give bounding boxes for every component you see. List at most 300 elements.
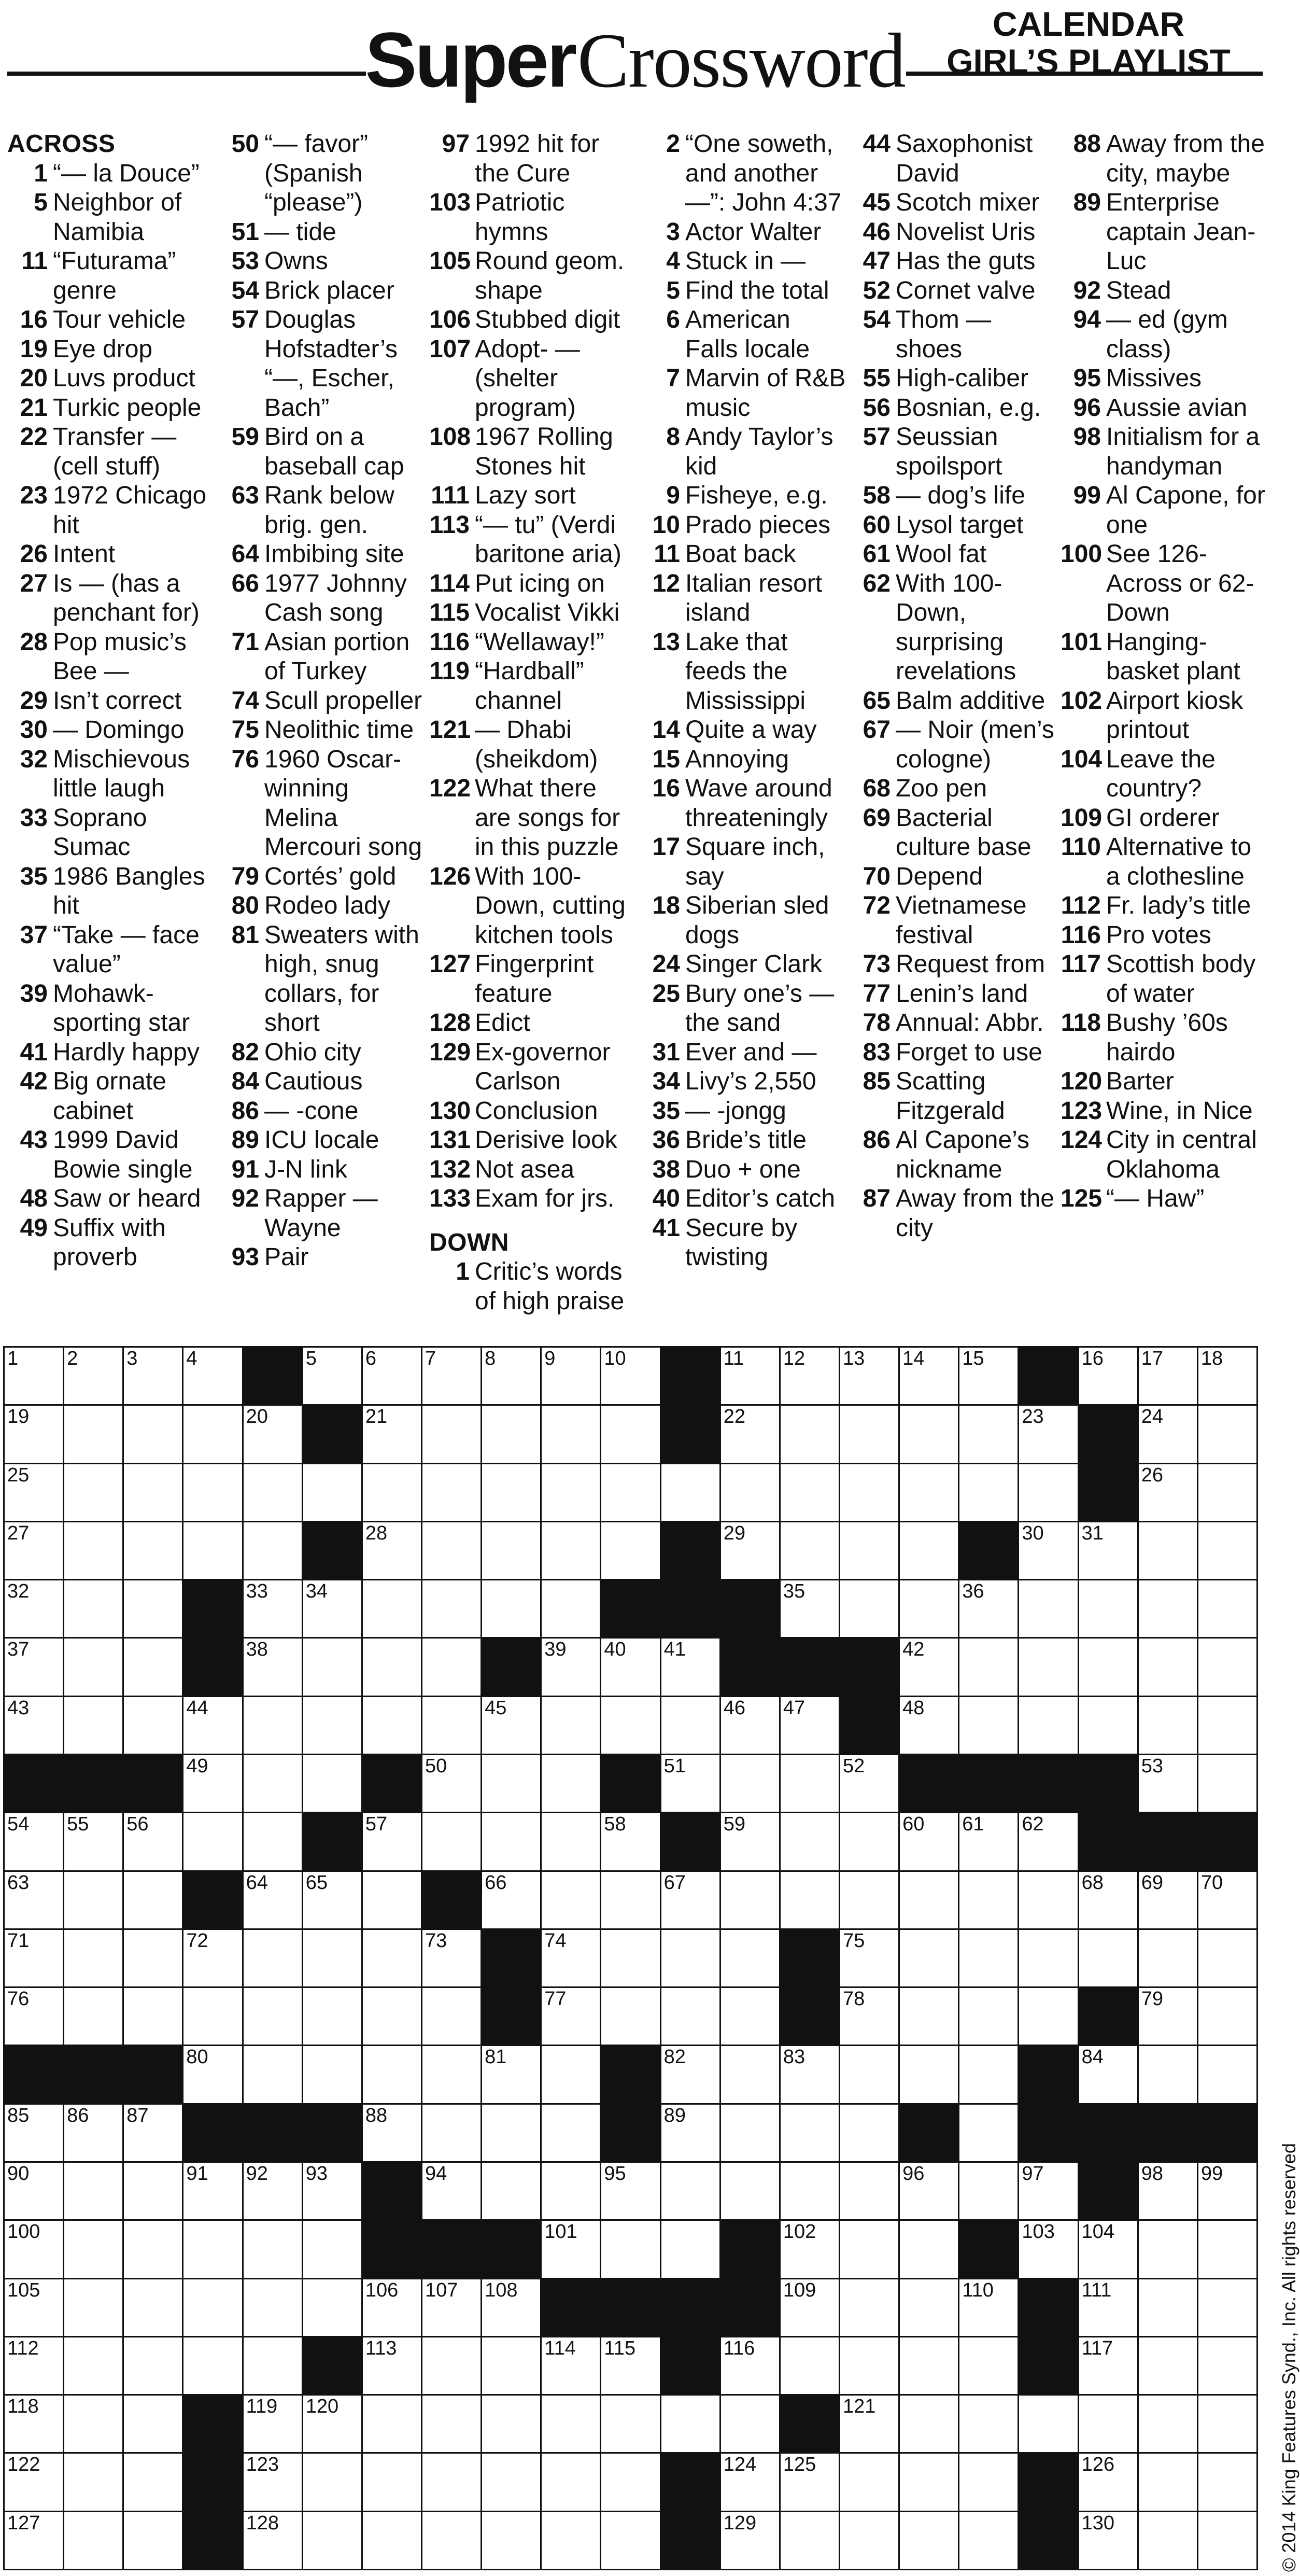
- grid-cell[interactable]: [660, 2103, 721, 2163]
- grid-cell[interactable]: [540, 1579, 601, 1639]
- grid-cell[interactable]: [421, 1637, 482, 1697]
- grid-cell[interactable]: [660, 1870, 721, 1930]
- grid-cell[interactable]: [63, 2452, 124, 2512]
- grid-cell[interactable]: [660, 2045, 721, 2104]
- grid-cell[interactable]: [421, 1754, 482, 1813]
- grid-cell[interactable]: [3, 2336, 64, 2396]
- grid-cell[interactable]: [839, 1579, 900, 1639]
- grid-cell[interactable]: [3, 2278, 64, 2337]
- grid-cell[interactable]: [481, 1521, 542, 1580]
- grid-cell[interactable]: [361, 2045, 422, 2104]
- grid-cell[interactable]: [1137, 1696, 1198, 1755]
- grid-cell[interactable]: [540, 1463, 601, 1522]
- grid-cell[interactable]: [182, 1404, 243, 1464]
- grid-cell[interactable]: [182, 2278, 243, 2337]
- grid-cell[interactable]: [1197, 2511, 1258, 2570]
- grid-cell[interactable]: [481, 2161, 542, 2221]
- grid-cell[interactable]: [242, 1812, 303, 1871]
- grid-cell[interactable]: [839, 1812, 900, 1871]
- grid-cell[interactable]: [779, 2511, 840, 2570]
- grid-cell[interactable]: [122, 2219, 183, 2279]
- grid-cell[interactable]: [182, 1928, 243, 1988]
- grid-cell[interactable]: [3, 2161, 64, 2221]
- grid-cell[interactable]: [779, 1754, 840, 1813]
- grid-cell[interactable]: [421, 1579, 482, 1639]
- grid-cell[interactable]: [600, 1870, 661, 1930]
- grid-cell[interactable]: [63, 2278, 124, 2337]
- grid-cell[interactable]: [242, 1637, 303, 1697]
- grid-cell[interactable]: [3, 1346, 64, 1406]
- grid-cell[interactable]: [1197, 1928, 1258, 1988]
- grid-cell[interactable]: [481, 2278, 542, 2337]
- grid-cell[interactable]: [63, 2511, 124, 2570]
- grid-cell[interactable]: [600, 1696, 661, 1755]
- grid-cell[interactable]: [540, 1346, 601, 1406]
- grid-cell[interactable]: [600, 1928, 661, 1988]
- grid-cell[interactable]: [481, 2103, 542, 2163]
- grid-cell[interactable]: [958, 2103, 1019, 2163]
- grid-cell[interactable]: [1137, 1463, 1198, 1522]
- grid-cell[interactable]: [302, 1986, 363, 2046]
- grid-cell[interactable]: [839, 2511, 900, 2570]
- grid-cell[interactable]: [898, 2045, 959, 2104]
- grid-cell[interactable]: [122, 2394, 183, 2454]
- grid-cell[interactable]: [361, 1696, 422, 1755]
- grid-cell[interactable]: [1018, 1579, 1079, 1639]
- grid-cell[interactable]: [839, 2394, 900, 2454]
- grid-cell[interactable]: [182, 1754, 243, 1813]
- grid-cell[interactable]: [481, 2511, 542, 2570]
- grid-cell[interactable]: [1018, 1812, 1079, 1871]
- grid-cell[interactable]: [182, 1696, 243, 1755]
- grid-cell[interactable]: [1078, 2452, 1139, 2512]
- grid-cell[interactable]: [1018, 1463, 1079, 1522]
- grid-cell[interactable]: [302, 1463, 363, 1522]
- grid-cell[interactable]: [1197, 1579, 1258, 1639]
- grid-cell[interactable]: [719, 1754, 781, 1813]
- grid-cell[interactable]: [898, 1404, 959, 1464]
- grid-cell[interactable]: [302, 1870, 363, 1930]
- grid-cell[interactable]: [481, 2045, 542, 2104]
- grid-cell[interactable]: [302, 2452, 363, 2512]
- grid-cell[interactable]: [182, 1986, 243, 2046]
- grid-cell[interactable]: [3, 1637, 64, 1697]
- grid-cell[interactable]: [660, 2394, 721, 2454]
- grid-cell[interactable]: [600, 2452, 661, 2512]
- grid-cell[interactable]: [898, 2161, 959, 2221]
- grid-cell[interactable]: [1137, 1404, 1198, 1464]
- grid-cell[interactable]: [1078, 1346, 1139, 1406]
- grid-cell[interactable]: [839, 1521, 900, 1580]
- grid-cell[interactable]: [1197, 2045, 1258, 2104]
- grid-cell[interactable]: [958, 1404, 1019, 1464]
- grid-cell[interactable]: [1137, 1637, 1198, 1697]
- grid-cell[interactable]: [361, 2511, 422, 2570]
- grid-cell[interactable]: [1197, 1696, 1258, 1755]
- grid-cell[interactable]: [3, 1404, 64, 1464]
- grid-cell[interactable]: [1197, 2452, 1258, 2512]
- grid-cell[interactable]: [600, 2336, 661, 2396]
- grid-cell[interactable]: [958, 2045, 1019, 2104]
- grid-cell[interactable]: [958, 2278, 1019, 2337]
- grid-cell[interactable]: [719, 1463, 781, 1522]
- grid-cell[interactable]: [898, 1637, 959, 1697]
- grid-cell[interactable]: [3, 2103, 64, 2163]
- grid-cell[interactable]: [481, 1463, 542, 1522]
- grid-cell[interactable]: [600, 2511, 661, 2570]
- grid-cell[interactable]: [660, 1986, 721, 2046]
- grid-cell[interactable]: [361, 1463, 422, 1522]
- grid-cell[interactable]: [898, 2394, 959, 2454]
- grid-cell[interactable]: [540, 1696, 601, 1755]
- grid-cell[interactable]: [242, 2336, 303, 2396]
- grid-cell[interactable]: [182, 2336, 243, 2396]
- grid-cell[interactable]: [779, 2336, 840, 2396]
- grid-cell[interactable]: [600, 1346, 661, 1406]
- grid-cell[interactable]: [242, 2394, 303, 2454]
- grid-cell[interactable]: [421, 2452, 482, 2512]
- grid-cell[interactable]: [779, 2103, 840, 2163]
- grid-cell[interactable]: [719, 1812, 781, 1871]
- grid-cell[interactable]: [361, 1870, 422, 1930]
- grid-cell[interactable]: [1078, 2219, 1139, 2279]
- grid-cell[interactable]: [182, 2161, 243, 2221]
- grid-cell[interactable]: [779, 2045, 840, 2104]
- grid-cell[interactable]: [361, 1521, 422, 1580]
- grid-cell[interactable]: [122, 1463, 183, 1522]
- grid-cell[interactable]: [600, 2161, 661, 2221]
- grid-cell[interactable]: [242, 1521, 303, 1580]
- grid-cell[interactable]: [779, 2278, 840, 2337]
- grid-cell[interactable]: [1018, 1521, 1079, 1580]
- grid-cell[interactable]: [1137, 2278, 1198, 2337]
- grid-cell[interactable]: [1137, 2045, 1198, 2104]
- grid-cell[interactable]: [898, 1463, 959, 1522]
- grid-cell[interactable]: [1078, 2336, 1139, 2396]
- grid-cell[interactable]: [242, 1579, 303, 1639]
- grid-cell[interactable]: [182, 1346, 243, 1406]
- grid-cell[interactable]: [898, 1346, 959, 1406]
- grid-cell[interactable]: [1197, 1404, 1258, 1464]
- grid-cell[interactable]: [540, 2394, 601, 2454]
- grid-cell[interactable]: [481, 1870, 542, 1930]
- grid-cell[interactable]: [361, 2103, 422, 2163]
- grid-cell[interactable]: [839, 2336, 900, 2396]
- grid-cell[interactable]: [242, 1986, 303, 2046]
- grid-cell[interactable]: [421, 1696, 482, 1755]
- grid-cell[interactable]: [63, 1928, 124, 1988]
- grid-cell[interactable]: [481, 2394, 542, 2454]
- grid-cell[interactable]: [242, 2161, 303, 2221]
- grid-cell[interactable]: [719, 2103, 781, 2163]
- grid-cell[interactable]: [719, 2511, 781, 2570]
- grid-cell[interactable]: [122, 1870, 183, 1930]
- grid-cell[interactable]: [719, 1696, 781, 1755]
- grid-cell[interactable]: [600, 1404, 661, 1464]
- grid-cell[interactable]: [242, 1928, 303, 1988]
- grid-cell[interactable]: [182, 1521, 243, 1580]
- grid-cell[interactable]: [361, 2394, 422, 2454]
- grid-cell[interactable]: [421, 2394, 482, 2454]
- grid-cell[interactable]: [958, 1870, 1019, 1930]
- grid-cell[interactable]: [839, 2219, 900, 2279]
- grid-cell[interactable]: [361, 2278, 422, 2337]
- grid-cell[interactable]: [1137, 1928, 1198, 1988]
- grid-cell[interactable]: [421, 2278, 482, 2337]
- grid-cell[interactable]: [600, 1812, 661, 1871]
- grid-cell[interactable]: [600, 1637, 661, 1697]
- grid-cell[interactable]: [63, 2394, 124, 2454]
- grid-cell[interactable]: [540, 1637, 601, 1697]
- grid-cell[interactable]: [660, 2161, 721, 2221]
- grid-cell[interactable]: [3, 2511, 64, 2570]
- grid-cell[interactable]: [1078, 2278, 1139, 2337]
- grid-cell[interactable]: [242, 1754, 303, 1813]
- grid-cell[interactable]: [3, 1696, 64, 1755]
- grid-cell[interactable]: [421, 1928, 482, 1988]
- grid-cell[interactable]: [540, 2452, 601, 2512]
- grid-cell[interactable]: [719, 1870, 781, 1930]
- grid-cell[interactable]: [600, 1986, 661, 2046]
- grid-cell[interactable]: [1078, 1870, 1139, 1930]
- grid-cell[interactable]: [302, 2278, 363, 2337]
- grid-cell[interactable]: [898, 1986, 959, 2046]
- grid-cell[interactable]: [182, 1812, 243, 1871]
- grid-cell[interactable]: [1137, 1521, 1198, 1580]
- grid-cell[interactable]: [1078, 1637, 1139, 1697]
- grid-cell[interactable]: [63, 1404, 124, 1464]
- grid-cell[interactable]: [839, 2045, 900, 2104]
- grid-cell[interactable]: [1197, 1521, 1258, 1580]
- grid-cell[interactable]: [660, 1696, 721, 1755]
- grid-cell[interactable]: [1137, 1870, 1198, 1930]
- grid-cell[interactable]: [242, 2511, 303, 2570]
- grid-cell[interactable]: [540, 1812, 601, 1871]
- grid-cell[interactable]: [719, 1521, 781, 1580]
- grid-cell[interactable]: [421, 2336, 482, 2396]
- grid-cell[interactable]: [839, 1346, 900, 1406]
- grid-cell[interactable]: [1018, 2219, 1079, 2279]
- grid-cell[interactable]: [63, 1521, 124, 1580]
- grid-cell[interactable]: [540, 2045, 601, 2104]
- grid-cell[interactable]: [361, 1346, 422, 1406]
- grid-cell[interactable]: [182, 1463, 243, 1522]
- grid-cell[interactable]: [421, 2045, 482, 2104]
- grid-cell[interactable]: [63, 1637, 124, 1697]
- grid-cell[interactable]: [122, 2336, 183, 2396]
- grid-cell[interactable]: [3, 2394, 64, 2454]
- grid-cell[interactable]: [898, 2278, 959, 2337]
- grid-cell[interactable]: [958, 1986, 1019, 2046]
- grid-cell[interactable]: [1137, 2336, 1198, 2396]
- grid-cell[interactable]: [242, 1404, 303, 1464]
- grid-cell[interactable]: [361, 1637, 422, 1697]
- grid-cell[interactable]: [839, 2161, 900, 2221]
- grid-cell[interactable]: [3, 1986, 64, 2046]
- grid-cell[interactable]: [361, 2452, 422, 2512]
- grid-cell[interactable]: [958, 1696, 1019, 1755]
- grid-cell[interactable]: [122, 1579, 183, 1639]
- grid-cell[interactable]: [1137, 1579, 1198, 1639]
- grid-cell[interactable]: [1018, 1637, 1079, 1697]
- grid-cell[interactable]: [839, 1986, 900, 2046]
- grid-cell[interactable]: [481, 1754, 542, 1813]
- grid-cell[interactable]: [122, 1346, 183, 1406]
- grid-cell[interactable]: [3, 1579, 64, 1639]
- grid-cell[interactable]: [421, 1986, 482, 2046]
- grid-cell[interactable]: [302, 2394, 363, 2454]
- grid-cell[interactable]: [302, 1579, 363, 1639]
- grid-cell[interactable]: [182, 2045, 243, 2104]
- grid-cell[interactable]: [1137, 1754, 1198, 1813]
- grid-cell[interactable]: [779, 1463, 840, 1522]
- grid-cell[interactable]: [481, 1579, 542, 1639]
- grid-cell[interactable]: [660, 1754, 721, 1813]
- grid-cell[interactable]: [481, 1812, 542, 1871]
- grid-cell[interactable]: [839, 2103, 900, 2163]
- grid-cell[interactable]: [122, 1521, 183, 1580]
- grid-cell[interactable]: [958, 1812, 1019, 1871]
- grid-cell[interactable]: [719, 1346, 781, 1406]
- grid-cell[interactable]: [898, 1696, 959, 1755]
- grid-cell[interactable]: [242, 2045, 303, 2104]
- grid-cell[interactable]: [779, 1404, 840, 1464]
- grid-cell[interactable]: [421, 1463, 482, 1522]
- grid-cell[interactable]: [1018, 1404, 1079, 1464]
- grid-cell[interactable]: [1078, 2511, 1139, 2570]
- grid-cell[interactable]: [302, 1637, 363, 1697]
- grid-cell[interactable]: [540, 1521, 601, 1580]
- grid-cell[interactable]: [660, 2219, 721, 2279]
- grid-cell[interactable]: [958, 2511, 1019, 2570]
- grid-cell[interactable]: [1018, 1696, 1079, 1755]
- grid-cell[interactable]: [242, 1463, 303, 1522]
- grid-cell[interactable]: [122, 2278, 183, 2337]
- grid-cell[interactable]: [779, 2161, 840, 2221]
- grid-cell[interactable]: [898, 1579, 959, 1639]
- grid-cell[interactable]: [540, 2219, 601, 2279]
- grid-cell[interactable]: [3, 1521, 64, 1580]
- grid-cell[interactable]: [1018, 2394, 1079, 2454]
- grid-cell[interactable]: [242, 2278, 303, 2337]
- grid-cell[interactable]: [1137, 2511, 1198, 2570]
- grid-cell[interactable]: [600, 1463, 661, 1522]
- grid-cell[interactable]: [839, 2278, 900, 2337]
- grid-cell[interactable]: [779, 1579, 840, 1639]
- grid-cell[interactable]: [839, 2452, 900, 2512]
- grid-cell[interactable]: [361, 1579, 422, 1639]
- grid-cell[interactable]: [660, 1928, 721, 1988]
- grid-cell[interactable]: [3, 2219, 64, 2279]
- grid-cell[interactable]: [3, 1812, 64, 1871]
- grid-cell[interactable]: [361, 1928, 422, 1988]
- grid-cell[interactable]: [660, 1463, 721, 1522]
- grid-cell[interactable]: [1197, 1637, 1258, 1697]
- grid-cell[interactable]: [63, 1463, 124, 1522]
- grid-cell[interactable]: [361, 1812, 422, 1871]
- grid-cell[interactable]: [242, 2219, 303, 2279]
- grid-cell[interactable]: [898, 2452, 959, 2512]
- grid-cell[interactable]: [779, 2452, 840, 2512]
- grid-cell[interactable]: [958, 2452, 1019, 2512]
- grid-cell[interactable]: [540, 1754, 601, 1813]
- grid-cell[interactable]: [361, 2336, 422, 2396]
- grid-cell[interactable]: [122, 1637, 183, 1697]
- grid-cell[interactable]: [481, 1696, 542, 1755]
- grid-cell[interactable]: [540, 2336, 601, 2396]
- grid-cell[interactable]: [540, 1870, 601, 1930]
- grid-cell[interactable]: [958, 2336, 1019, 2396]
- grid-cell[interactable]: [1197, 2219, 1258, 2279]
- grid-cell[interactable]: [122, 2511, 183, 2570]
- grid-cell[interactable]: [719, 2452, 781, 2512]
- grid-cell[interactable]: [1018, 1986, 1079, 2046]
- grid-cell[interactable]: [600, 2394, 661, 2454]
- grid-cell[interactable]: [1137, 2161, 1198, 2221]
- grid-cell[interactable]: [63, 2161, 124, 2221]
- grid-cell[interactable]: [839, 1928, 900, 1988]
- grid-cell[interactable]: [660, 1637, 721, 1697]
- grid-cell[interactable]: [122, 2103, 183, 2163]
- grid-cell[interactable]: [1078, 1521, 1139, 1580]
- grid-cell[interactable]: [1137, 1346, 1198, 1406]
- grid-cell[interactable]: [1137, 2452, 1198, 2512]
- grid-cell[interactable]: [839, 1463, 900, 1522]
- grid-cell[interactable]: [63, 1812, 124, 1871]
- grid-cell[interactable]: [898, 2219, 959, 2279]
- grid-cell[interactable]: [1197, 1870, 1258, 1930]
- grid-cell[interactable]: [719, 1986, 781, 2046]
- grid-cell[interactable]: [481, 1404, 542, 1464]
- grid-cell[interactable]: [122, 1928, 183, 1988]
- grid-cell[interactable]: [540, 1928, 601, 1988]
- grid-cell[interactable]: [1137, 1986, 1198, 2046]
- grid-cell[interactable]: [361, 1404, 422, 1464]
- grid-cell[interactable]: [122, 1696, 183, 1755]
- grid-cell[interactable]: [302, 2511, 363, 2570]
- grid-cell[interactable]: [779, 1870, 840, 1930]
- grid-cell[interactable]: [540, 1404, 601, 1464]
- grid-cell[interactable]: [421, 1521, 482, 1580]
- grid-cell[interactable]: [481, 2452, 542, 2512]
- grid-cell[interactable]: [302, 1928, 363, 1988]
- grid-cell[interactable]: [958, 2394, 1019, 2454]
- grid-cell[interactable]: [302, 2161, 363, 2221]
- grid-cell[interactable]: [63, 2219, 124, 2279]
- grid-cell[interactable]: [839, 1404, 900, 1464]
- grid-cell[interactable]: [600, 1521, 661, 1580]
- grid-cell[interactable]: [3, 2452, 64, 2512]
- grid-cell[interactable]: [63, 1696, 124, 1755]
- grid-cell[interactable]: [1197, 1346, 1258, 1406]
- grid-cell[interactable]: [540, 2511, 601, 2570]
- grid-cell[interactable]: [1078, 2045, 1139, 2104]
- grid-cell[interactable]: [122, 1404, 183, 1464]
- grid-cell[interactable]: [122, 2161, 183, 2221]
- grid-cell[interactable]: [1078, 1579, 1139, 1639]
- grid-cell[interactable]: [421, 2103, 482, 2163]
- grid-cell[interactable]: [242, 1696, 303, 1755]
- grid-cell[interactable]: [540, 1986, 601, 2046]
- grid-cell[interactable]: [421, 1346, 482, 1406]
- grid-cell[interactable]: [958, 1346, 1019, 1406]
- grid-cell[interactable]: [540, 2103, 601, 2163]
- grid-cell[interactable]: [958, 2161, 1019, 2221]
- grid-cell[interactable]: [1197, 1463, 1258, 1522]
- grid-cell[interactable]: [779, 1812, 840, 1871]
- grid-cell[interactable]: [3, 1928, 64, 1988]
- grid-cell[interactable]: [481, 2336, 542, 2396]
